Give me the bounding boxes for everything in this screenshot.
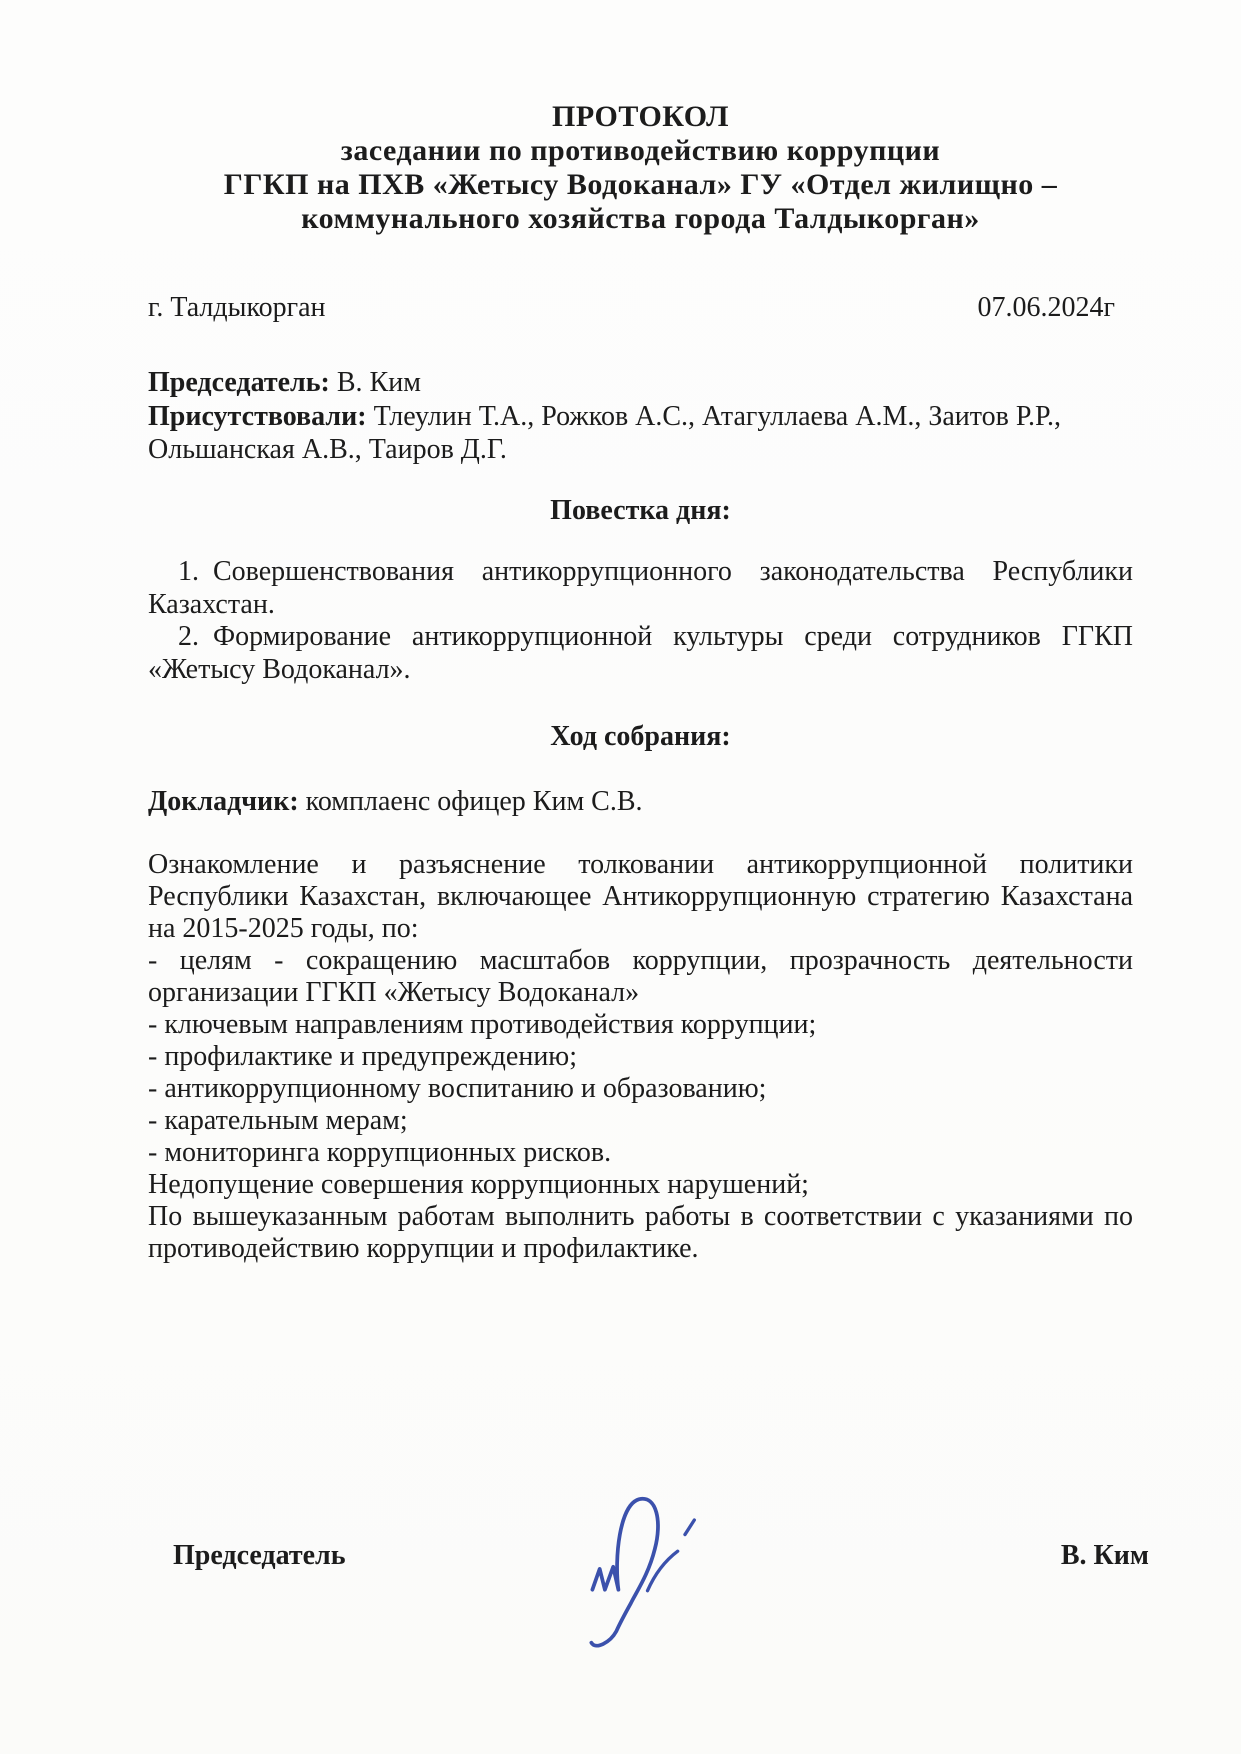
- city-label: г. Талдыкорган: [148, 292, 326, 323]
- signature-ink: [582, 1494, 712, 1650]
- signature-role: Председатель: [173, 1540, 346, 1571]
- date-label: 07.06.2024г: [977, 292, 1115, 323]
- title-line-3: ГГКП на ПХВ «Жетысу Водоканал» ГУ «Отдел жилищно –: [223, 168, 1058, 201]
- agenda-list: [148, 556, 1133, 686]
- speaker-label: Докладчик:: [148, 786, 299, 817]
- document-title: [148, 100, 1133, 236]
- meta-row: [148, 292, 1133, 324]
- agenda-item-text: Формирование антикоррупционной культуры среди сотрудников ГГКП «Жетысу Водоканал».: [148, 621, 1133, 685]
- attendees-line: [148, 400, 1133, 467]
- chairman-line: [148, 366, 1133, 400]
- bullet-line: - целям - сокращению масштабов коррупции, прозрачность деятельности организации ГГКП «Жетысу Водоканал»: [148, 945, 1133, 1008]
- agenda-item-text: Совершенствования антикоррупционного законодательства Республики Казахстан.: [148, 556, 1133, 620]
- speaker-name: комплаенс офицер Ким С.В.: [305, 786, 643, 817]
- agenda-item: [148, 556, 1133, 621]
- closing-line: Недопущение совершения коррупционных нарушений;: [148, 1169, 809, 1200]
- signature-ink-stroke: [591, 1499, 658, 1646]
- speaker-line: [148, 786, 1133, 818]
- closing-line: По вышеуказанным работам выполнить работы в соответствии с указаниями по противодействию коррупции и профилактике.: [148, 1201, 1133, 1264]
- bullet-line: - профилактике и предупреждению;: [148, 1041, 577, 1072]
- bullet-line: - мониторинга коррупционных рисков.: [148, 1137, 612, 1168]
- attendees-label: Присутствовали:: [148, 400, 367, 432]
- agenda-heading: Повестка дня:: [550, 495, 731, 526]
- title-line-4: коммунального хозяйства города Талдыкорган»: [301, 202, 980, 235]
- title-line-1: ПРОТОКОЛ: [552, 100, 729, 133]
- body-text: [148, 849, 1133, 1265]
- course-heading: Ход собрания:: [550, 721, 731, 752]
- participants-block: [148, 366, 1133, 467]
- agenda-item: [148, 621, 1133, 686]
- body-paragraph: Ознакомление и разъяснение толковании антикоррупционной политики Республики Казахстан, включающее Антикоррупционную стратегию Казахстана на 2015-2025 годы, по:: [148, 849, 1133, 944]
- attendees-names: Тлеулин Т.А., Рожков А.С., Атагуллаева А.М., Заитов Р.Р., Ольшанская А.В., Таиров Д.Г.: [148, 400, 1062, 465]
- chairman-label: Председатель:: [148, 367, 330, 398]
- bullet-line: - карательным мерам;: [148, 1105, 408, 1136]
- agenda-item-number: 2.: [178, 621, 199, 652]
- chairman-name: В. Ким: [336, 367, 421, 398]
- bullet-line: - антикоррупционному воспитанию и образованию;: [148, 1073, 767, 1104]
- title-line-2: заседании по противодействию коррупции: [340, 134, 941, 167]
- bullet-line: - ключевым направлениям противодействия коррупции;: [148, 1009, 817, 1040]
- agenda-item-number: 1.: [178, 556, 199, 587]
- signature-name: В. Ким: [1060, 1540, 1149, 1571]
